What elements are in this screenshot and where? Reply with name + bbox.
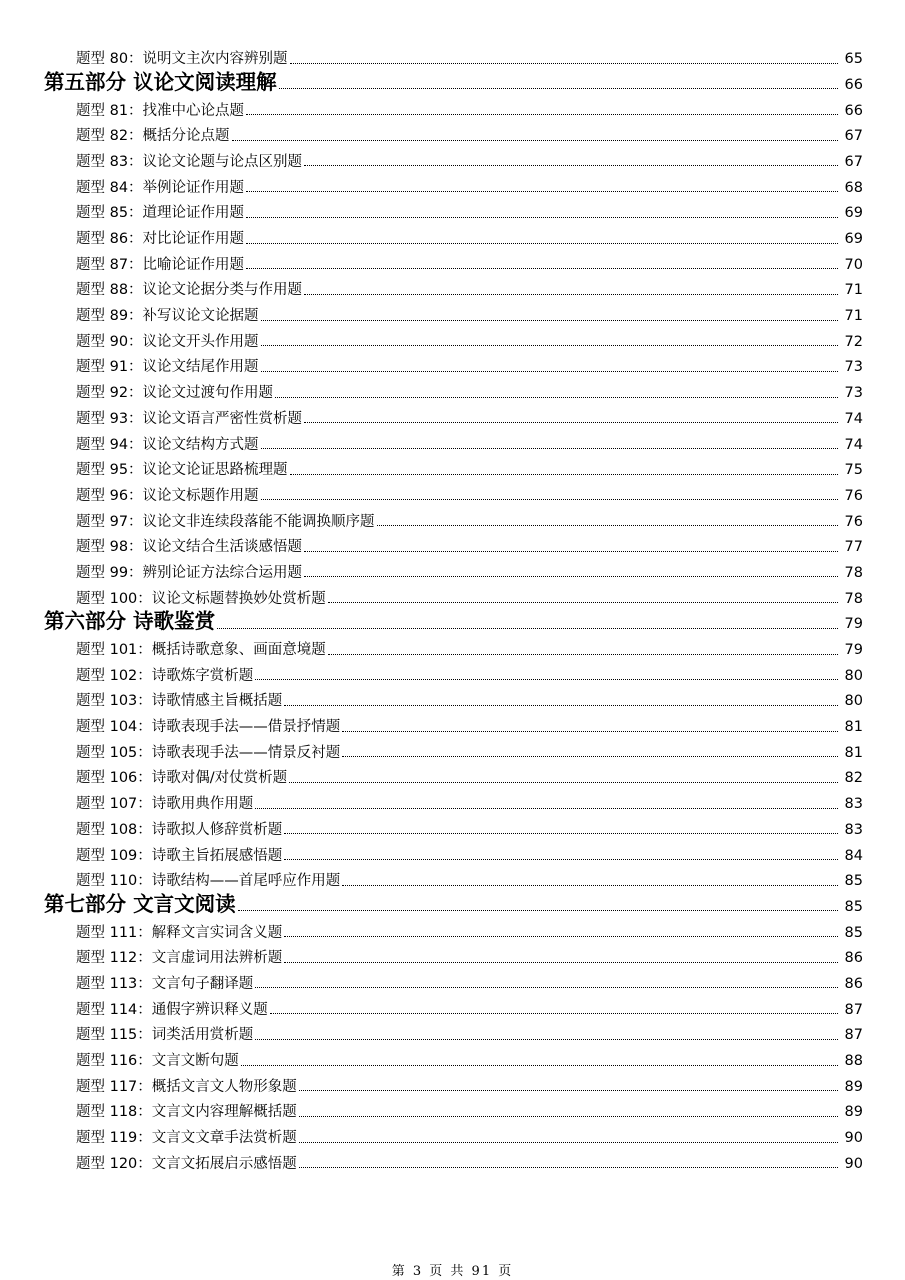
toc-entry-title: 题型 103：诗歌情感主旨概括题 — [76, 693, 283, 710]
toc-entry-title: 题型 89：补写议论文论据题 — [76, 308, 259, 325]
toc-page-number: 67 — [844, 153, 863, 170]
toc-entry[interactable] — [0, 712, 905, 738]
toc-page-number: 80 — [844, 693, 863, 710]
toc-entry[interactable] — [0, 994, 905, 1020]
toc-entry-title: 题型 92：议论文过渡句作用题 — [76, 385, 274, 402]
dot-leader — [299, 1142, 838, 1143]
dot-leader — [241, 1065, 838, 1066]
toc-entry-title: 题型 88：议论文论据分类与作用题 — [76, 282, 303, 299]
toc-page-number: 73 — [844, 385, 863, 402]
toc-entry[interactable] — [0, 1097, 905, 1123]
toc-entry-title: 题型 95：议论文论证思路梳理题 — [76, 462, 288, 479]
toc-page-number: 71 — [844, 308, 863, 325]
toc-page-number: 84 — [844, 847, 863, 864]
toc-page-number: 66 — [844, 102, 863, 119]
dot-leader — [270, 1013, 838, 1014]
dot-leader — [217, 628, 838, 629]
toc-entry[interactable] — [0, 506, 905, 532]
toc-entry-title: 题型 91：议论文结尾作用题 — [76, 359, 259, 376]
toc-entry[interactable] — [0, 327, 905, 353]
dot-leader — [328, 654, 838, 655]
toc-part-title: 第七部分 文言文阅读 — [44, 891, 236, 916]
toc-entry[interactable] — [0, 429, 905, 455]
toc-page-number: 85 — [844, 873, 863, 890]
toc-page-number: 79 — [844, 616, 863, 633]
toc-page-number: 85 — [844, 924, 863, 941]
toc-entry[interactable] — [0, 532, 905, 558]
toc-entry-title: 题型 112：文言虚词用法辨析题 — [76, 950, 283, 967]
toc-entry[interactable] — [0, 44, 905, 70]
dot-leader — [299, 1167, 838, 1168]
dot-leader — [255, 1039, 838, 1040]
dot-leader — [246, 243, 838, 244]
toc-part-title: 第五部分 议论文阅读理解 — [44, 69, 277, 94]
toc-entry-title: 题型 90：议论文开头作用题 — [76, 333, 259, 350]
dot-leader — [255, 987, 838, 988]
toc-entry[interactable] — [0, 1020, 905, 1046]
toc-entry-title: 题型 107：诗歌用典作用题 — [76, 796, 254, 813]
toc-page-number: 83 — [844, 796, 863, 813]
dot-leader — [232, 140, 838, 141]
toc-entry[interactable] — [0, 763, 905, 789]
dot-leader — [255, 808, 838, 809]
toc-page-number: 88 — [844, 1053, 863, 1069]
dot-leader — [299, 1090, 838, 1091]
dot-leader — [284, 936, 838, 937]
toc-entry[interactable] — [0, 943, 905, 969]
dot-leader — [246, 191, 838, 192]
toc-page-number: 83 — [844, 821, 863, 838]
toc-entry[interactable] — [0, 917, 905, 943]
toc-page-number: 70 — [844, 256, 863, 273]
toc-entry[interactable] — [0, 481, 905, 507]
toc-entry[interactable] — [0, 1149, 905, 1175]
dot-leader — [261, 499, 838, 500]
toc-entry-title: 题型 82：概括分论点题 — [76, 128, 230, 145]
toc-page-number: 75 — [844, 462, 863, 479]
toc-entry-title: 题型 99：辨别论证方法综合运用题 — [76, 564, 303, 581]
dot-leader — [289, 782, 838, 783]
toc-entry[interactable] — [0, 95, 905, 121]
toc-entry-title: 题型 93：议论文语言严密性赏析题 — [76, 410, 303, 427]
dot-leader — [275, 397, 838, 398]
toc-entry-title: 题型 97：议论文非连续段落能不能调换顺序题 — [76, 513, 375, 530]
toc-entry-title: 题型 109：诗歌主旨拓展感悟题 — [76, 847, 283, 864]
toc-page-number: 65 — [844, 51, 863, 68]
toc-entry-title: 题型 120：文言文拓展启示感悟题 — [76, 1155, 297, 1172]
toc-page-number: 78 — [844, 590, 863, 607]
toc-page-number: 81 — [844, 719, 863, 736]
toc-page-number: 67 — [844, 128, 863, 145]
dot-leader — [284, 833, 838, 834]
toc-page-number: 71 — [844, 282, 863, 299]
dot-leader — [290, 63, 838, 64]
toc-page-number: 73 — [844, 359, 863, 376]
toc-page-number: 79 — [844, 642, 863, 658]
dot-leader — [279, 88, 838, 89]
toc-entry[interactable] — [0, 172, 905, 198]
toc-entry[interactable] — [0, 147, 905, 173]
toc-entry[interactable] — [0, 301, 905, 327]
toc-page-number: 86 — [844, 950, 863, 967]
toc-entry-title: 题型 98：议论文结合生活谈感悟题 — [76, 539, 303, 556]
dot-leader — [261, 345, 838, 346]
toc-entry-title: 题型 106：诗歌对偶/对仗赏析题 — [76, 770, 288, 787]
toc-entry[interactable] — [0, 558, 905, 584]
toc-part-heading[interactable] — [0, 609, 905, 635]
toc-entry[interactable] — [0, 738, 905, 764]
toc-page-number: 74 — [844, 436, 863, 453]
toc-entry-title: 题型 100：议论文标题替换妙处赏析题 — [76, 590, 326, 607]
toc-page-number: 77 — [844, 539, 863, 556]
toc-entry[interactable] — [0, 969, 905, 995]
toc-entry-title: 题型 116：文言文断句题 — [76, 1053, 239, 1069]
toc-entry[interactable] — [0, 815, 905, 841]
toc-entry[interactable] — [0, 686, 905, 712]
toc-page-number: 81 — [844, 744, 863, 761]
toc-page-number: 90 — [844, 1155, 863, 1172]
dot-leader — [304, 576, 838, 577]
dot-leader — [284, 859, 838, 860]
toc-entry-title: 题型 105：诗歌表现手法——情景反衬题 — [76, 744, 341, 761]
dot-leader — [342, 756, 838, 757]
toc-page-number: 86 — [844, 975, 863, 992]
toc-entry[interactable] — [0, 866, 905, 892]
toc-entry-title: 题型 94：议论文结构方式题 — [76, 436, 259, 453]
toc-entry-title: 题型 119：文言文文章手法赏析题 — [76, 1130, 297, 1147]
toc-entry-title: 题型 102：诗歌炼字赏析题 — [76, 667, 254, 684]
dot-leader — [261, 320, 838, 321]
dot-leader — [246, 114, 838, 115]
toc-entry[interactable] — [0, 1046, 905, 1072]
dot-leader — [304, 165, 838, 166]
toc-entry[interactable] — [0, 661, 905, 687]
toc-entry[interactable] — [0, 455, 905, 481]
toc-page-number: 89 — [844, 1078, 863, 1095]
toc-entry[interactable] — [0, 635, 905, 661]
toc-page-number: 68 — [844, 179, 863, 196]
toc-part-heading[interactable] — [0, 892, 905, 918]
dot-leader — [284, 962, 838, 963]
toc-entry-title: 题型 108：诗歌拟人修辞赏析题 — [76, 821, 283, 838]
toc-page-number: 78 — [844, 564, 863, 581]
toc-page-number: 69 — [844, 231, 863, 247]
toc-entry-title: 题型 115：词类活用赏析题 — [76, 1027, 254, 1044]
toc-entry-title: 题型 114：通假字辨识释义题 — [76, 1001, 268, 1018]
dot-leader — [255, 679, 838, 680]
toc-entry[interactable] — [0, 275, 905, 301]
toc-entry-title: 题型 111：解释文言实词含义题 — [76, 924, 283, 941]
toc-page-number: 72 — [844, 333, 863, 350]
toc-entry[interactable] — [0, 840, 905, 866]
toc-page-number: 82 — [844, 770, 863, 787]
toc-part-heading[interactable] — [0, 70, 905, 96]
toc-entry[interactable] — [0, 224, 905, 250]
toc-entry-title: 题型 81：找准中心论点题 — [76, 102, 245, 119]
dot-leader — [342, 885, 838, 886]
toc-page-number: 90 — [844, 1130, 863, 1147]
toc-entry-title: 题型 87：比喻论证作用题 — [76, 256, 245, 273]
toc-entry-title: 题型 84：举例论证作用题 — [76, 179, 245, 196]
toc-entry-title: 题型 118：文言文内容理解概括题 — [76, 1104, 297, 1121]
table-of-contents — [0, 44, 905, 1174]
dot-leader — [246, 268, 838, 269]
dot-leader — [328, 602, 838, 603]
dot-leader — [304, 422, 838, 423]
toc-entry[interactable] — [0, 583, 905, 609]
toc-part-title: 第六部分 诗歌鉴赏 — [44, 609, 216, 634]
dot-leader — [304, 551, 838, 552]
toc-page-number: 76 — [844, 513, 863, 530]
dot-leader — [342, 731, 838, 732]
toc-entry-title: 题型 96：议论文标题作用题 — [76, 487, 259, 504]
dot-leader — [299, 1116, 838, 1117]
toc-entry[interactable] — [0, 121, 905, 147]
toc-page-number: 69 — [844, 205, 863, 222]
dot-leader — [304, 294, 838, 295]
toc-page-number: 89 — [844, 1104, 863, 1121]
dot-leader — [261, 371, 838, 372]
toc-entry-title: 题型 113：文言句子翻译题 — [76, 975, 254, 992]
dot-leader — [284, 705, 838, 706]
toc-page-number: 76 — [844, 487, 863, 504]
toc-entry[interactable] — [0, 352, 905, 378]
toc-entry-title: 题型 83：议论文论题与论点区别题 — [76, 153, 303, 170]
dot-leader — [261, 448, 838, 449]
dot-leader — [377, 525, 838, 526]
toc-page-number: 87 — [844, 1027, 863, 1044]
toc-page-number: 80 — [844, 667, 863, 684]
toc-entry[interactable] — [0, 198, 905, 224]
toc-page-number: 85 — [844, 898, 863, 915]
dot-leader — [238, 910, 838, 911]
toc-entry-title: 题型 104：诗歌表现手法——借景抒情题 — [76, 719, 341, 736]
toc-entry[interactable] — [0, 1123, 905, 1149]
dot-leader — [290, 474, 838, 475]
toc-entry[interactable] — [0, 378, 905, 404]
toc-page-number: 74 — [844, 410, 863, 427]
toc-entry-title: 题型 117：概括文言文人物形象题 — [76, 1078, 297, 1095]
page-footer: 第 3 页 共 91 页 — [391, 1264, 514, 1279]
toc-entry[interactable] — [0, 250, 905, 276]
toc-entry-title: 题型 86：对比论证作用题 — [76, 231, 245, 247]
toc-page-number: 87 — [844, 1001, 863, 1018]
toc-entry-title: 题型 85：道理论证作用题 — [76, 205, 245, 222]
toc-page-number: 66 — [844, 76, 863, 93]
dot-leader — [246, 217, 838, 218]
toc-entry[interactable] — [0, 789, 905, 815]
toc-entry-title: 题型 101：概括诗歌意象、画面意境题 — [76, 642, 326, 658]
toc-entry[interactable] — [0, 404, 905, 430]
toc-entry-title: 题型 80：说明文主次内容辨别题 — [76, 51, 288, 68]
toc-entry[interactable] — [0, 1072, 905, 1098]
toc-entry-title: 题型 110：诗歌结构——首尾呼应作用题 — [76, 873, 341, 890]
